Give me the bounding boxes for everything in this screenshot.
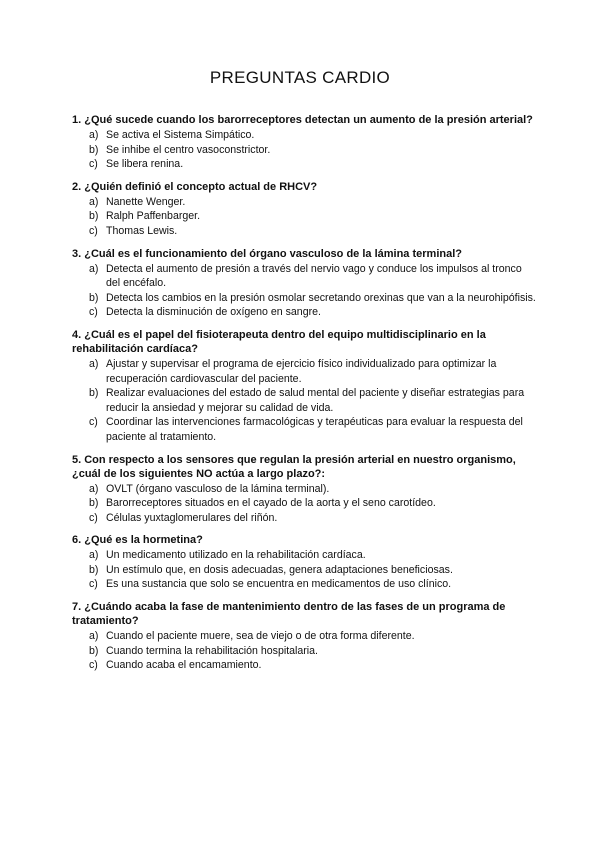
option-item [72, 143, 536, 158]
option-letter: a) [89, 129, 99, 141]
question-text: 4. ¿Cuál es el papel del fisioterapeuta dentro del equipo multidisciplinario en la rehabilitación cardíaca? [72, 328, 486, 355]
option-text: Thomas Lewis. [106, 224, 178, 237]
question-list [72, 113, 536, 681]
option-item [72, 224, 536, 239]
question-text: 2. ¿Quién definió el concepto actual de RHCV? [72, 180, 318, 193]
option-item [72, 577, 536, 592]
option-item [72, 291, 536, 306]
option-letter: c) [89, 578, 98, 591]
option-text: Cuando termina la rehabilitación hospitalaria. [106, 644, 318, 657]
option-item [72, 209, 536, 224]
option-text: Células yuxtaglomerulares del riñón. [106, 511, 278, 524]
option-letter: c) [89, 306, 98, 319]
option-item [72, 511, 536, 526]
option-item [72, 482, 536, 497]
option-text: Cuando el paciente muere, sea de viejo o de otra forma diferente. [106, 630, 415, 643]
option-item [72, 644, 536, 659]
option-item [72, 658, 536, 673]
option-letter: c) [89, 158, 98, 171]
option-list [72, 357, 536, 445]
option-item [72, 357, 536, 386]
question-2 [72, 180, 536, 239]
option-letter: c) [89, 511, 98, 524]
option-item [72, 548, 536, 563]
option-item [72, 386, 536, 415]
option-list [72, 128, 536, 172]
option-letter: a) [89, 482, 99, 495]
option-letter: b) [89, 143, 99, 156]
option-letter: c) [89, 224, 98, 237]
option-text: Ajustar y supervisar el programa de ejercicio físico individualizado para optimizar la recuperación cardiovascular del paciente. [106, 357, 497, 385]
option-item [72, 563, 536, 578]
option-list [72, 548, 536, 592]
option-letter: a) [89, 630, 99, 643]
page-title: PREGUNTAS CARDIO [209, 68, 391, 87]
option-letter: b) [89, 387, 99, 400]
option-letter: c) [89, 416, 98, 429]
option-item [72, 128, 536, 143]
option-text: Detecta el aumento de presión a través del nervio vago y conduce los impulsos al tronco del encéfalo. [106, 262, 522, 290]
option-item [72, 305, 536, 320]
question-1 [72, 113, 536, 172]
option-letter: b) [89, 563, 99, 576]
option-letter: b) [89, 291, 99, 304]
option-text: OVLT (órgano vasculoso de la lámina terminal). [106, 482, 330, 495]
option-text: Nanette Wenger. [106, 195, 186, 208]
option-list [72, 629, 536, 673]
option-item [72, 415, 536, 444]
option-letter: b) [89, 210, 99, 223]
option-text: Detecta la disminución de oxígeno en sangre. [106, 306, 321, 319]
option-text: Es una sustancia que solo se encuentra en medicamentos de uso clínico. [106, 578, 452, 591]
option-letter: b) [89, 644, 99, 657]
question-text: 1. ¿Qué sucede cuando los barorreceptores detectan un aumento de la presión arterial? [72, 114, 533, 126]
option-text: Barorreceptores situados en el cayado de la aorta y el seno carotídeo. [106, 497, 436, 510]
option-letter: b) [89, 497, 99, 510]
option-item [72, 195, 536, 210]
option-text: Se activa el Sistema Simpático. [106, 129, 255, 141]
option-letter: a) [89, 195, 99, 208]
option-letter: a) [89, 357, 99, 370]
option-letter: a) [89, 549, 99, 562]
option-text: Se inhibe el centro vasoconstrictor. [106, 143, 271, 156]
question-text: 7. ¿Cuándo acaba la fase de mantenimiento dentro de las fases de un programa de tratamiento? [72, 601, 506, 628]
option-text: Coordinar las intervenciones farmacológicas y terapéuticas para evaluar la respuesta del paciente al tratamiento. [106, 416, 523, 443]
option-text: Un estímulo que, en dosis adecuadas, genera adaptaciones beneficiosas. [106, 563, 453, 576]
question-6 [72, 533, 536, 592]
question-4 [72, 328, 536, 445]
option-item [72, 496, 536, 511]
option-letter: a) [89, 262, 99, 275]
option-list [72, 482, 536, 526]
option-text: Se libera renina. [106, 158, 184, 171]
option-item [72, 157, 536, 172]
option-item [72, 629, 536, 644]
question-text: 6. ¿Qué es la hormetina? [72, 534, 203, 547]
option-text: Un medicamento utilizado en la rehabilitación cardíaca. [106, 549, 366, 562]
option-text: Detecta los cambios en la presión osmolar secretando orexinas que van a la neurohipófisis. [106, 291, 536, 304]
option-list [72, 262, 536, 320]
question-3 [72, 247, 536, 320]
question-text: 3. ¿Cuál es el funcionamiento del órgano vasculoso de la lámina terminal? [72, 247, 462, 260]
question-5 [72, 453, 536, 526]
option-letter: c) [89, 659, 98, 672]
question-text: 5. Con respecto a los sensores que regulan la presión arterial en nuestro organismo, ¿cuál de los siguientes NO actúa a largo plazo?: [72, 453, 516, 480]
option-text: Realizar evaluaciones del estado de salud mental del paciente y diseñar estrategias para reducir la ansiedad y mejorar su calidad de vida. [106, 387, 525, 414]
option-list [72, 195, 536, 239]
option-text: Ralph Paffenbarger. [106, 210, 201, 223]
option-item [72, 262, 536, 291]
option-text: Cuando acaba el encamamiento. [106, 659, 262, 672]
question-7 [72, 600, 536, 673]
